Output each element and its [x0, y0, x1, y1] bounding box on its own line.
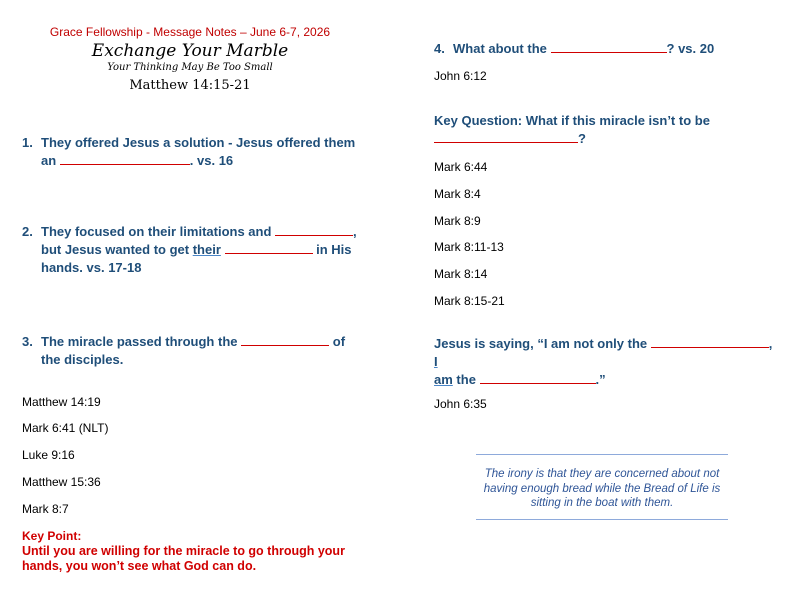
jesus-statement-blank-2[interactable] [480, 371, 596, 384]
scripture-ref: Mark 8:11-13 [434, 240, 504, 254]
question-3-blank[interactable] [241, 333, 329, 346]
scripture-ref: Mark 6:41 (NLT) [22, 421, 109, 435]
scripture-ref: Mark 8:7 [22, 502, 69, 516]
key-point-line2: hands, you won’t see what God can do. [22, 559, 257, 573]
jesus-statement-the: the [456, 372, 476, 387]
question-2-word-their: their [192, 242, 221, 257]
message-subtitle: Your Thinking May Be Too Small [107, 62, 273, 73]
question-1-line1: They offered Jesus a solution - Jesus offered them [41, 135, 356, 150]
scripture-ref: Mark 8:14 [434, 267, 488, 281]
key-point-line1: Until you are willing for the miracle to go through your [22, 544, 345, 558]
question-3-prefix: The miracle passed through the [41, 334, 238, 349]
question-4 [434, 40, 754, 58]
message-title: Exchange Your Marble [91, 41, 289, 61]
question-2-line3: hands. vs. 17-18 [41, 260, 142, 275]
question-1-prefix: an [41, 153, 57, 168]
question-4-prefix: What about the [453, 41, 547, 56]
key-point-label: Key Point: [22, 529, 82, 543]
scripture-ref: Matthew 14:19 [22, 395, 101, 409]
question-2-number: 2. [22, 224, 33, 239]
irony-quote-text: The irony is that they are concerned about not having enough bread while the Bread of Life is sitting in the boat with them. [483, 468, 721, 509]
jesus-statement-word-am: am [434, 372, 453, 387]
scripture-ref: John 6:12 [434, 69, 487, 83]
jesus-statement-suffix: .” [595, 372, 606, 387]
question-3-suffix: of [332, 334, 346, 349]
key-question-blank[interactable] [434, 130, 578, 143]
scripture-ref: Mark 8:15-21 [434, 294, 505, 308]
scripture-ref: Matthew 15:36 [22, 475, 101, 489]
question-4-number: 4. [434, 41, 445, 56]
key-question [434, 112, 764, 148]
question-2-comma: , [353, 224, 357, 239]
event-header: Grace Fellowship - Message Notes – June 6-7, 2026 [49, 25, 331, 39]
question-2-suffix: in His [316, 242, 352, 257]
jesus-statement-blank-1[interactable] [651, 335, 769, 348]
question-4-suffix: ? vs. 20 [666, 41, 715, 56]
question-1 [22, 134, 362, 170]
scripture-ref: Mark 6:44 [434, 160, 488, 174]
question-1-suffix: . vs. 16 [189, 153, 234, 168]
question-1-number: 1. [22, 135, 33, 150]
question-2-blank-1[interactable] [275, 223, 353, 236]
jesus-statement-comma: , [768, 336, 773, 351]
question-2 [22, 223, 367, 277]
question-2-line2: but Jesus wanted to get [41, 242, 190, 257]
key-point-text [22, 544, 372, 574]
main-scripture: Matthew 14:15-21 [129, 78, 251, 93]
question-3 [22, 333, 367, 369]
scripture-ref: Mark 8:4 [434, 187, 481, 201]
key-question-line1: Key Question: What if this miracle isn’t to be [434, 113, 710, 128]
scripture-ref: Mark 8:9 [434, 214, 481, 228]
jesus-statement-prefix: Jesus is saying, “I am not only the [434, 336, 648, 351]
jesus-statement-word-i: I [434, 354, 438, 369]
scripture-ref: John 6:35 [434, 397, 487, 411]
question-1-blank[interactable] [60, 152, 190, 165]
key-question-suffix: ? [578, 131, 586, 146]
scripture-ref: Luke 9:16 [22, 448, 75, 462]
question-2-prefix: They focused on their limitations and [41, 224, 272, 239]
jesus-statement [434, 335, 779, 389]
question-2-blank-2[interactable] [225, 241, 313, 254]
question-3-line2: the disciples. [41, 352, 124, 367]
question-3-number: 3. [22, 334, 33, 349]
irony-quote-box [476, 454, 728, 520]
question-4-blank[interactable] [551, 40, 667, 53]
